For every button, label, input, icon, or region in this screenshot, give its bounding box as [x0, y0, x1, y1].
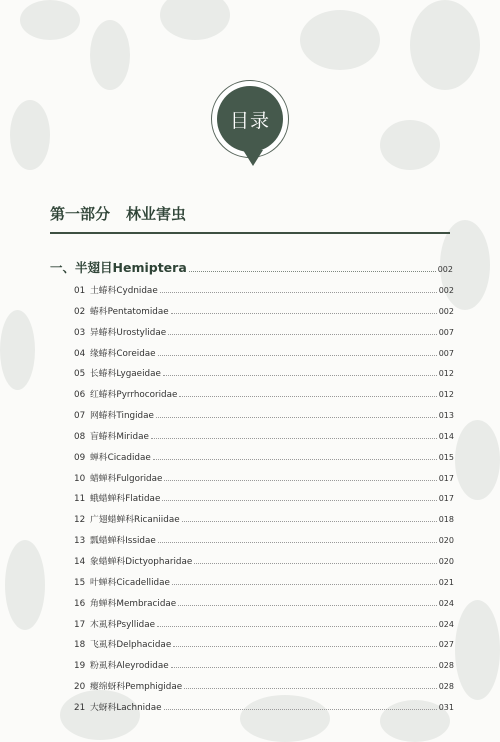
insect-silhouette-icon	[20, 0, 80, 40]
entry-title: 蝉科Cicadidae	[90, 452, 151, 463]
order-label: 一、半翅目Hemiptera	[50, 260, 187, 275]
dot-leader	[158, 542, 437, 543]
entry-title: 象蜡蝉科Dictyopharidae	[90, 556, 193, 567]
entry-page: 028	[438, 661, 454, 671]
entry-page: 020	[438, 556, 454, 566]
entry-number: 05	[74, 369, 86, 380]
entry-number: 10	[74, 473, 86, 484]
entry-number: 06	[74, 390, 86, 401]
dot-leader	[164, 480, 436, 481]
entry-number: 04	[74, 348, 86, 359]
entry-title: 异蝽科Urostylidae	[90, 327, 167, 338]
entry-page: 002	[438, 286, 454, 295]
entry-number: 03	[74, 327, 86, 338]
entry-number: 01	[74, 286, 86, 296]
toc-entry[interactable]	[74, 700, 454, 721]
entry-number: 14	[74, 556, 86, 567]
toc-entry[interactable]	[74, 471, 454, 492]
dot-leader	[164, 709, 437, 710]
toc-entry[interactable]	[74, 575, 454, 596]
insect-silhouette-icon	[300, 10, 380, 70]
dot-leader	[179, 396, 436, 397]
toc-entry[interactable]	[74, 325, 454, 346]
entry-title: 粉虱科Aleyrodidae	[90, 661, 169, 672]
dot-leader	[168, 334, 437, 335]
entry-title: 飞虱科Delphacidae	[90, 640, 172, 651]
entry-title: 缘蝽科Coreidae	[90, 348, 156, 359]
entry-number: 19	[74, 661, 86, 672]
entry-number: 21	[74, 702, 86, 713]
toc-entry[interactable]	[74, 346, 454, 367]
toc-entry[interactable]	[74, 512, 454, 533]
insect-silhouette-icon	[380, 120, 440, 170]
entry-title: 瘿绵蚜科Pemphigidae	[90, 682, 183, 693]
dot-leader	[182, 521, 437, 522]
entry-number: 07	[74, 411, 86, 422]
entry-page: 017	[438, 473, 454, 483]
insect-silhouette-icon	[455, 420, 500, 500]
dot-leader	[158, 355, 437, 356]
entry-number: 08	[74, 431, 86, 442]
entry-page: 021	[438, 577, 454, 587]
entry-page: 017	[438, 494, 454, 504]
toc-entry[interactable]	[74, 491, 454, 512]
insect-silhouette-icon	[10, 100, 50, 170]
dot-leader	[171, 313, 437, 314]
dot-leader	[171, 667, 437, 668]
entry-number: 17	[74, 619, 86, 630]
entry-page: 028	[438, 682, 454, 692]
dot-leader	[184, 688, 437, 689]
toc-entry[interactable]	[74, 366, 454, 387]
toc-entry[interactable]	[74, 679, 454, 700]
entry-title: 广翅蜡蝉科Ricaniidae	[90, 515, 180, 526]
entry-title: 叶蝉科Cicadellidae	[90, 577, 170, 588]
entry-number: 09	[74, 452, 86, 463]
insect-silhouette-icon	[5, 540, 45, 630]
entry-number: 11	[74, 494, 86, 505]
order-heading[interactable]	[50, 258, 453, 276]
entry-number: 02	[74, 306, 86, 317]
insect-silhouette-icon	[0, 310, 35, 390]
entry-number: 20	[74, 682, 86, 693]
toc-entry[interactable]	[74, 533, 454, 554]
entry-title: 瓢蜡蝉科Issidae	[90, 536, 156, 547]
toc-entry[interactable]	[74, 304, 454, 325]
title-badge	[211, 80, 289, 158]
entry-title: 大蚜科Lachnidae	[90, 702, 162, 713]
entry-title: 盲蝽科Miridae	[90, 431, 149, 442]
dot-leader	[189, 271, 436, 272]
toc-entry[interactable]	[74, 450, 454, 471]
toc-entry[interactable]	[74, 283, 454, 304]
entry-page: 014	[438, 431, 454, 441]
entry-page: 024	[438, 598, 454, 608]
dot-leader	[156, 417, 437, 418]
part-name: 林业害虫	[126, 205, 187, 223]
toc-entry[interactable]	[74, 387, 454, 408]
dot-leader	[172, 584, 437, 585]
toc-entry[interactable]	[74, 596, 454, 617]
entry-page: 007	[438, 327, 454, 337]
entry-title: 蛾蜡蝉科Flatidae	[90, 494, 161, 505]
entry-page: 013	[438, 411, 454, 421]
entry-number: 18	[74, 640, 86, 651]
page-title: 目录	[217, 86, 283, 152]
divider	[50, 232, 450, 234]
dot-leader	[151, 438, 437, 439]
toc-entry[interactable]	[74, 658, 454, 679]
dot-leader	[163, 375, 437, 376]
entry-page: 012	[438, 369, 454, 379]
dot-leader	[194, 563, 436, 564]
entry-title: 蜡蝉科Fulgoridae	[90, 473, 163, 484]
entry-page: 024	[438, 619, 454, 629]
entry-page: 027	[438, 640, 454, 650]
dot-leader	[173, 646, 436, 647]
toc-list	[74, 283, 454, 721]
entry-number: 12	[74, 515, 86, 526]
entry-page: 018	[438, 515, 454, 525]
dot-leader	[160, 292, 437, 293]
insect-silhouette-icon	[160, 0, 230, 40]
part-label: 第一部分	[50, 205, 111, 223]
entry-page: 007	[438, 348, 454, 358]
toc-entry[interactable]	[74, 408, 454, 429]
badge-pointer	[243, 150, 263, 166]
entry-page: 020	[438, 536, 454, 546]
entry-title: 长蝽科Lygaeidae	[90, 369, 161, 380]
entry-page: 002	[438, 306, 454, 316]
dot-leader	[178, 605, 436, 606]
order-page: 002	[437, 265, 453, 274]
entry-title: 土蝽科Cydnidae	[90, 286, 158, 296]
dot-leader	[157, 626, 437, 627]
entry-page: 012	[438, 390, 454, 400]
entry-title: 红蝽科Pyrrhocoridae	[90, 390, 178, 401]
part-heading	[50, 203, 186, 224]
entry-title: 木虱科Psyllidae	[90, 619, 156, 630]
entry-title: 蝽科Pentatomidae	[90, 306, 169, 317]
entry-number: 13	[74, 536, 86, 547]
toc-entry[interactable]	[74, 617, 454, 638]
entry-page: 031	[438, 702, 454, 712]
entry-number: 16	[74, 598, 86, 609]
toc-entry[interactable]	[74, 637, 454, 658]
dot-leader	[153, 459, 437, 460]
insect-silhouette-icon	[410, 0, 480, 90]
dot-leader	[162, 500, 436, 501]
entry-title: 角蝉科Membracidae	[90, 598, 177, 609]
entry-number: 15	[74, 577, 86, 588]
entry-title: 网蝽科Tingidae	[90, 411, 154, 422]
insect-silhouette-icon	[90, 20, 130, 90]
toc-entry[interactable]	[74, 554, 454, 575]
toc-entry[interactable]	[74, 429, 454, 450]
insect-silhouette-icon	[455, 600, 500, 700]
entry-page: 015	[438, 452, 454, 462]
